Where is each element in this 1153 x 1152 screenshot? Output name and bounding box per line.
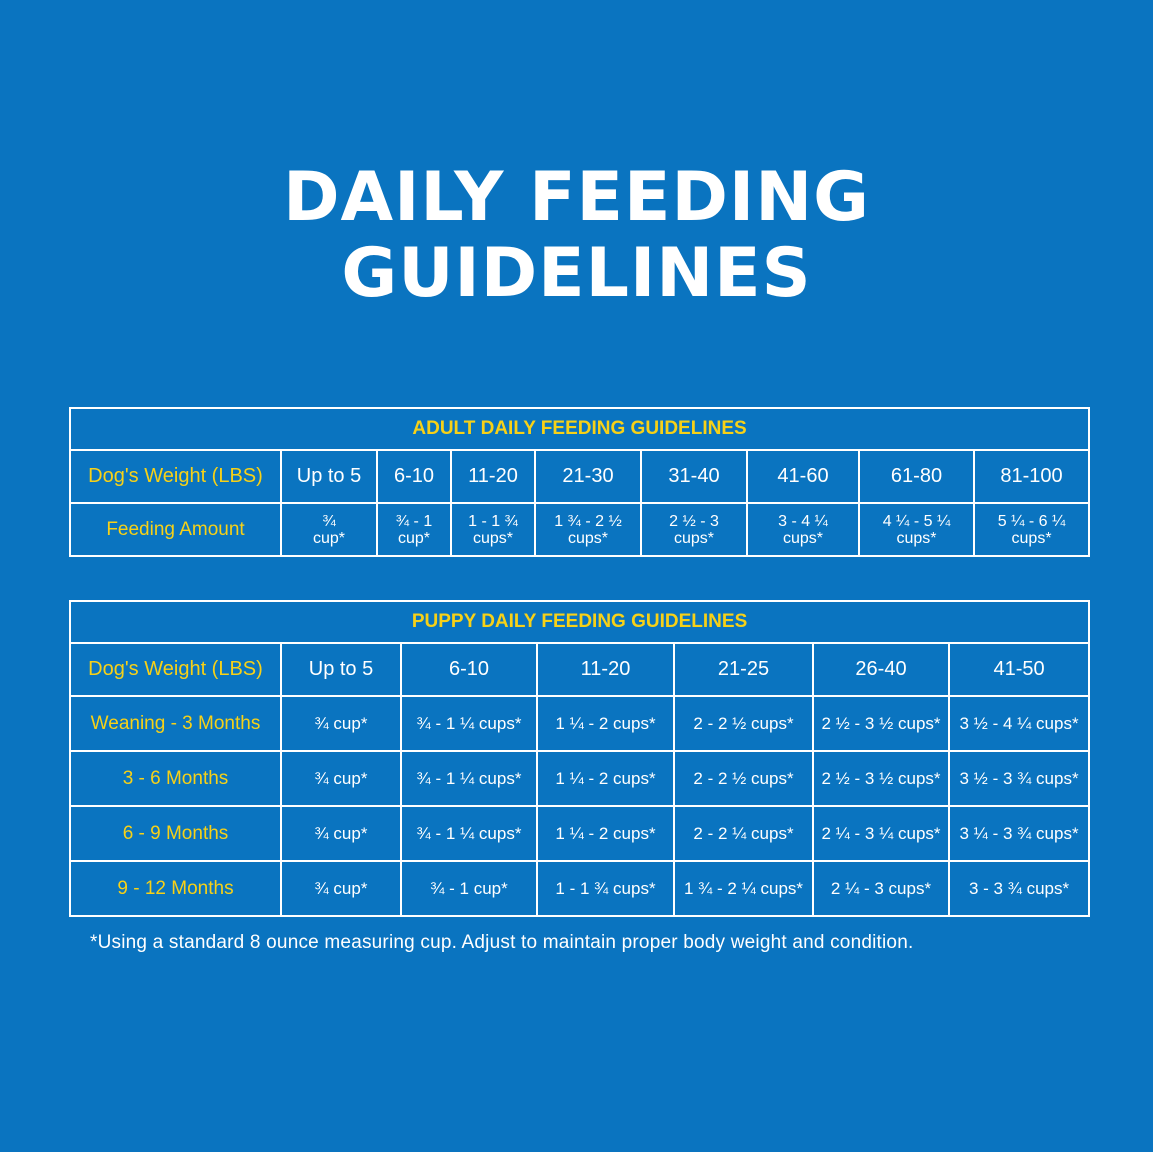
puppy-age-row: [70, 751, 1089, 806]
adult-weight-cell: 61-80: [859, 450, 974, 503]
puppy-amount-cell: 2 - 2 ½ cups*: [674, 751, 813, 806]
page-title-line-2: GUIDELINES: [341, 234, 812, 313]
amount-value: 2 ½ - 3: [669, 512, 719, 530]
amount-unit: cups*: [1011, 529, 1052, 547]
adult-amount-cell: [747, 503, 859, 556]
amount-value: 5 ¼ - 6 ¼: [997, 512, 1066, 530]
puppy-caption-row: [70, 601, 1089, 643]
puppy-amount-cell: 3 ½ - 4 ¼ cups*: [949, 696, 1089, 751]
puppy-amount-cell: 2 ¼ - 3 cups*: [813, 861, 949, 916]
puppy-age-row: [70, 696, 1089, 751]
puppy-amount-cell: 1 ¾ - 2 ¼ cups*: [674, 861, 813, 916]
puppy-amount-cell: ¾ - 1 cup*: [401, 861, 537, 916]
puppy-table-caption: PUPPY DAILY FEEDING GUIDELINES: [70, 601, 1089, 643]
adult-weight-label: Dog's Weight (LBS): [70, 450, 281, 503]
puppy-weight-cell: 6-10: [401, 643, 537, 696]
adult-weight-cell: 41-60: [747, 450, 859, 503]
puppy-amount-cell: 2 - 2 ½ cups*: [674, 696, 813, 751]
adult-weight-cell: 81-100: [974, 450, 1089, 503]
adult-amount-cell: [281, 503, 377, 556]
puppy-amount-cell: ¾ cup*: [281, 696, 401, 751]
puppy-amount-cell: ¾ cup*: [281, 861, 401, 916]
puppy-weight-label: Dog's Weight (LBS): [70, 643, 281, 696]
adult-caption-row: [70, 408, 1089, 450]
puppy-amount-cell: 2 ½ - 3 ½ cups*: [813, 751, 949, 806]
puppy-amount-cell: 1 ¼ - 2 cups*: [537, 806, 674, 861]
adult-amount-cell: [451, 503, 535, 556]
puppy-amount-cell: 3 ¼ - 3 ¾ cups*: [949, 806, 1089, 861]
adult-weight-cell: 21-30: [535, 450, 641, 503]
adult-amount-row: [70, 503, 1089, 556]
puppy-amount-cell: ¾ cup*: [281, 751, 401, 806]
amount-unit: cups*: [782, 529, 824, 547]
amount-unit: cup*: [397, 529, 431, 547]
puppy-amount-cell: ¾ - 1 ¼ cups*: [401, 806, 537, 861]
puppy-amount-cell: 2 - 2 ¼ cups*: [674, 806, 813, 861]
amount-unit: cups*: [896, 529, 937, 547]
adult-amount-cell: [974, 503, 1089, 556]
adult-weight-row: [70, 450, 1089, 503]
puppy-age-label: 9 - 12 Months: [70, 861, 281, 916]
adult-amount-cell: [859, 503, 974, 556]
adult-weight-cell: Up to 5: [281, 450, 377, 503]
footnote: *Using a standard 8 ounce measuring cup. Adjust to maintain proper body weight and condition.: [90, 932, 914, 953]
adult-amount-cell: [641, 503, 747, 556]
amount-value: ¾: [322, 512, 336, 530]
amount-unit: cup*: [312, 529, 346, 547]
puppy-age-label: 3 - 6 Months: [70, 751, 281, 806]
adult-weight-cell: 31-40: [641, 450, 747, 503]
adult-amount-cell: [377, 503, 451, 556]
puppy-age-row: [70, 861, 1089, 916]
puppy-weight-cell: 21-25: [674, 643, 813, 696]
amount-unit: cups*: [567, 529, 609, 547]
puppy-age-label: 6 - 9 Months: [70, 806, 281, 861]
puppy-amount-cell: ¾ - 1 ¼ cups*: [401, 696, 537, 751]
puppy-age-row: [70, 806, 1089, 861]
puppy-weight-cell: 11-20: [537, 643, 674, 696]
amount-value: 1 - 1 ¾: [468, 512, 518, 530]
adult-amount-cell: [535, 503, 641, 556]
puppy-amount-cell: ¾ cup*: [281, 806, 401, 861]
puppy-amount-cell: 3 - 3 ¾ cups*: [949, 861, 1089, 916]
puppy-amount-cell: 2 ¼ - 3 ¼ cups*: [813, 806, 949, 861]
adult-table-caption: ADULT DAILY FEEDING GUIDELINES: [70, 408, 1089, 450]
puppy-weight-cell: 26-40: [813, 643, 949, 696]
page-title: [0, 160, 1153, 312]
amount-value: 1 ¾ - 2 ½: [554, 512, 622, 530]
puppy-amount-cell: 2 ½ - 3 ½ cups*: [813, 696, 949, 751]
adult-weight-cell: 6-10: [377, 450, 451, 503]
adult-weight-cell: 11-20: [451, 450, 535, 503]
amount-value: 4 ¼ - 5 ¼: [882, 512, 951, 530]
amount-unit: cups*: [472, 529, 514, 547]
puppy-feeding-table: [69, 600, 1090, 917]
puppy-amount-cell: 1 ¼ - 2 cups*: [537, 751, 674, 806]
adult-feeding-table: [69, 407, 1090, 557]
puppy-weight-cell: 41-50: [949, 643, 1089, 696]
puppy-age-label: Weaning - 3 Months: [70, 696, 281, 751]
puppy-amount-cell: 1 - 1 ¾ cups*: [537, 861, 674, 916]
amount-value: 3 - 4 ¼: [778, 512, 828, 530]
adult-amount-label: Feeding Amount: [70, 503, 281, 556]
amount-unit: cups*: [673, 529, 715, 547]
puppy-weight-cell: Up to 5: [281, 643, 401, 696]
puppy-amount-cell: 1 ¼ - 2 cups*: [537, 696, 674, 751]
amount-value: ¾ - 1: [395, 512, 433, 530]
puppy-amount-cell: 3 ½ - 3 ¾ cups*: [949, 751, 1089, 806]
puppy-amount-cell: ¾ - 1 ¼ cups*: [401, 751, 537, 806]
puppy-weight-row: [70, 643, 1089, 696]
page-title-line-1: DAILY FEEDING: [283, 158, 870, 237]
